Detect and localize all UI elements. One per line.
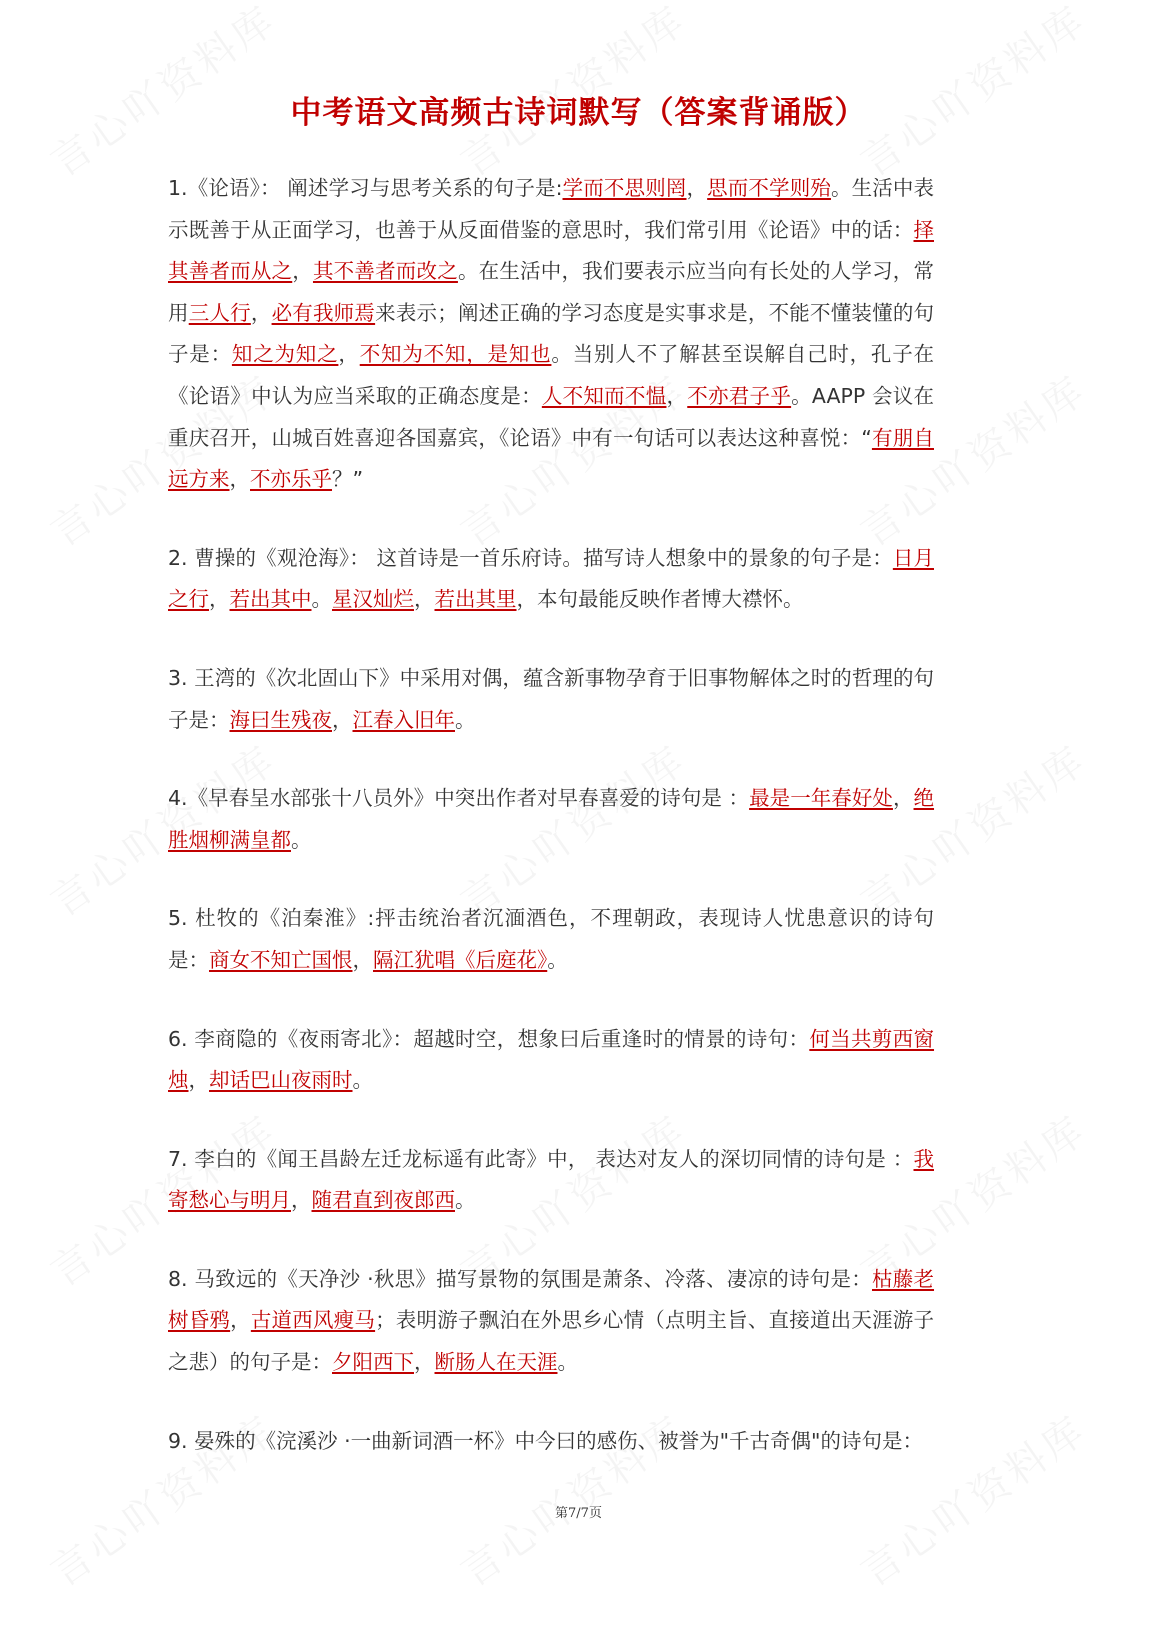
question-text: ；表明游子飘泊在外思乡心情（点明主旨、直接道出天涯游子之悲）的句子是： (168, 1308, 935, 1375)
question-text: ， (332, 707, 353, 732)
answer-text: 枯藤老树昏鸦 (168, 1266, 935, 1333)
question-text: ， (292, 259, 313, 284)
question-item (168, 1259, 934, 1384)
answer-text: 三人行 (188, 300, 251, 325)
question-text: 。 (291, 827, 312, 852)
question-text: 4.《早春呈水部张十八员外》中突出作者对早春喜爱的诗句是 ： (168, 786, 750, 811)
page-title: 中考语文高频古诗词默写（答案背诵版） (290, 94, 867, 131)
question-text: 。 (557, 1350, 578, 1375)
question-text: ， (414, 1350, 435, 1375)
question-text: ， (414, 587, 435, 612)
question-text: 。 (455, 1188, 476, 1213)
question-text: 2. 曹操的《观沧海》： 这首诗是一首乐府诗。描写诗人想象中的景象的句子是： (168, 545, 893, 570)
question-text: ？” (332, 467, 364, 492)
answer-text: 不知为不知，是知也 (359, 342, 552, 367)
question-text: ， (250, 300, 272, 325)
question-text: 6. 李商隐的《夜雨寄北》：超越时空，想象曰后重逢时的情景的诗句： (168, 1026, 810, 1051)
question-text: ， (686, 176, 708, 200)
answer-text: 断肠人在天涯 (434, 1350, 558, 1375)
page-number: 第7/7页 (555, 1506, 602, 1521)
answer-text: 不亦君子乎 (687, 383, 792, 408)
answer-text: 隔江犹唱《后庭花》 (373, 947, 548, 972)
answer-text: 何当共剪西窗烛 (168, 1026, 935, 1093)
question-text: 。 (352, 1068, 373, 1093)
answer-text: 海曰生残夜 (229, 707, 332, 732)
question-text: ， (666, 383, 688, 408)
question-item (168, 1139, 934, 1222)
answer-text: 若出其中 (229, 587, 312, 612)
answer-text: 最是一年春好处 (749, 786, 893, 811)
answer-text: 古道西风瘦马 (250, 1308, 376, 1333)
question-text: 。在生活中，我们要表示应当向有长处的人学习，常用 (168, 259, 935, 325)
question-text: 。 (455, 707, 476, 732)
answer-text: 学而不思则罔 (562, 176, 687, 200)
question-item (168, 778, 934, 861)
answer-text: 绝胜烟柳满皇都 (168, 786, 935, 852)
answer-text: 其不善者而改之 (312, 259, 458, 284)
question-text: ， (188, 1068, 209, 1093)
question-text: 1.《论语》： 阐述学习与思考关系的句子是: (168, 176, 563, 200)
question-item (168, 1421, 934, 1463)
question-item (168, 898, 934, 981)
question-text: 7. 李白的《闻王昌龄左迁龙标遥有此寄》中， 表达对友人的深切同情的诗句是 ： (168, 1146, 914, 1171)
answer-text: 不亦乐乎 (250, 467, 332, 492)
answer-text: 江春入旧年 (352, 707, 455, 732)
question-text: ， (352, 947, 373, 972)
question-text: 来表示；阐述正确的学习态度是实事求是，不能不懂装懂的句子是： (168, 300, 935, 367)
question-text: 。 (311, 587, 332, 612)
answer-text: 人不知而不愠 (541, 383, 667, 408)
answer-text: 择其善者而从之 (168, 217, 934, 284)
question-item (168, 1019, 934, 1102)
answer-text: 日月之行 (168, 545, 934, 612)
question-text: ，本句最能反映作者博大襟怀。 (516, 587, 804, 612)
question-text: 。 (547, 947, 568, 972)
answer-text: 我寄愁心与明月 (168, 1146, 934, 1213)
answer-text: 却话巴山夜雨时 (209, 1068, 353, 1093)
question-text: ， (291, 1188, 312, 1213)
question-text: 3. 王湾的《次北固山下》中采用对偶，蕴含新事物孕育于旧事物解体之时的哲理的句子是： (168, 665, 934, 732)
answer-text: 夕阳西下 (332, 1350, 414, 1375)
question-text: 。当别人不了解甚至误解自己时，孔子在《论语》中认为应当采取的正确态度是： (168, 342, 935, 408)
question-text: 5. 杜牧的《泊秦淮》:抨击统治者沉湎酒色，不理朝政，表现诗人忧患意识的诗句是： (168, 906, 934, 972)
question-text: 8. 马致远的《天净沙 ·秋思》描写景物的氛围是萧条、冷落、凄凉的诗句是： (168, 1266, 872, 1291)
question-item (168, 538, 934, 621)
answer-text: 知之为知之 (231, 342, 339, 367)
question-text: 。生活中表示既善于从正面学习，也善于从反面借鉴的意思时，我们常引用《论语》中的话： (168, 176, 935, 242)
answer-text: 有朋自远方来 (168, 425, 934, 492)
answer-text: 星汉灿烂 (332, 587, 414, 612)
question-text: 。AAPP 会议在重庆召开，山城百姓喜迎各国嘉宾，《论语》中有一句话可以表达这种喜悦：“ (168, 383, 935, 450)
question-item (168, 658, 934, 741)
question-text: ， (209, 587, 230, 612)
answer-text: 必有我师焉 (271, 300, 376, 325)
answer-text: 随君直到夜郎西 (311, 1188, 455, 1213)
answer-text: 商女不知亡国恨 (209, 947, 353, 972)
question-text: ， (230, 1308, 251, 1333)
answer-text: 若出其里 (434, 587, 517, 612)
question-text: 9. 晏殊的《浣溪沙 ·一曲新词酒一杯》中今曰的感伤、被誉为"千古奇偶"的诗句是： (168, 1428, 923, 1453)
answer-text: 思而不学则殆 (707, 176, 831, 200)
question-text: ， (229, 467, 250, 492)
question-text: ， (338, 342, 360, 367)
question-text: ， (892, 786, 914, 811)
question-item (168, 168, 934, 501)
document-body (168, 168, 934, 1499)
